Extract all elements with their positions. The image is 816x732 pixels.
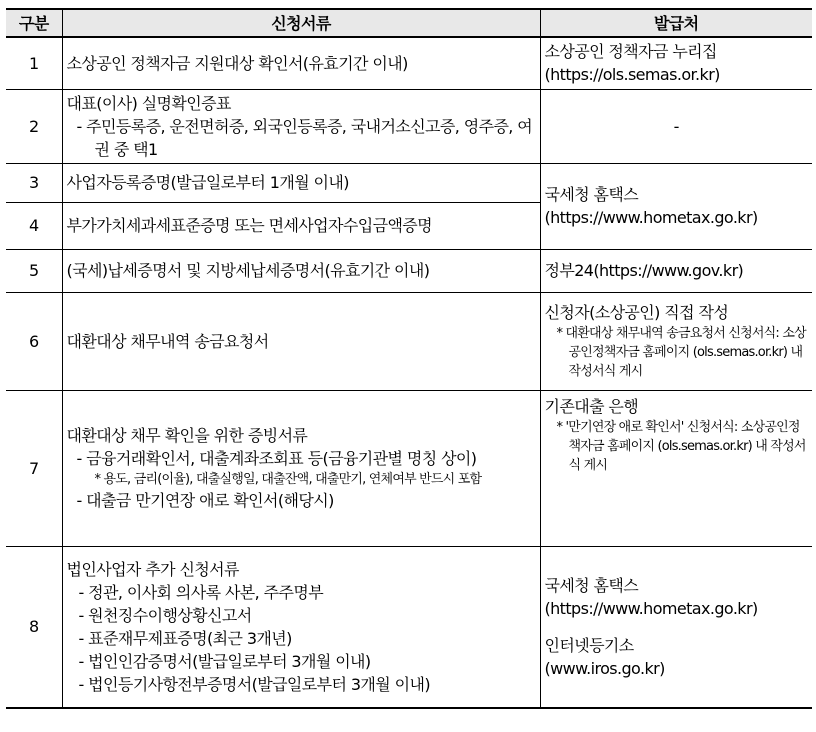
- row-number: 3: [6, 163, 62, 202]
- issuer-url: (https://www.hometax.go.kr): [544, 598, 758, 618]
- document-cell: [62, 202, 540, 249]
- header-issuer: 발급처: [540, 9, 812, 37]
- document-note: * 용도, 금리(이율), 대출실행일, 대출잔액, 대출만기, 연체여부 반드시 포함: [94, 472, 482, 487]
- document-cell: [62, 37, 540, 89]
- documents-table: [6, 8, 812, 709]
- document-sub-item: - 원천징수이행상황신고서: [78, 605, 252, 625]
- header-documents: 신청서류: [62, 9, 540, 37]
- issuer-name: 소상공인 정책자금 누리집: [544, 42, 717, 62]
- row-number: 1: [6, 37, 62, 89]
- document-cell: [62, 249, 540, 292]
- document-cell: [62, 546, 540, 708]
- row-number: 7: [6, 390, 62, 546]
- document-cell: [62, 390, 540, 546]
- issuer-url: (https://www.hometax.go.kr): [544, 208, 758, 227]
- document-cell: [62, 89, 540, 163]
- issuer-url: (https://ols.semas.or.kr): [544, 65, 720, 85]
- table-row: [6, 163, 812, 202]
- row-number: 8: [6, 546, 62, 708]
- table-row: [6, 390, 812, 546]
- issuer-name: 국세청 홈택스: [544, 185, 639, 204]
- row-number: 6: [6, 292, 62, 390]
- document-title: (국세)납세증명서 및 지방세납세증명서(유효기간 이내): [66, 261, 430, 280]
- document-title: 소상공인 정책자금 지원대상 확인서(유효기간 이내): [66, 53, 408, 73]
- row-number: 4: [6, 202, 62, 249]
- issuer-url: (www.iros.go.kr): [544, 658, 665, 678]
- document-title: 법인사업자 추가 신청서류: [66, 559, 239, 579]
- issuer-note: * '만기연장 애로 확인서' 신청서식: 소상공인정책자금 홈페이지 (ols.semas.or.kr) 내 작성서식 게시: [556, 419, 806, 473]
- document-sub-item: - 대출금 만기연장 애로 확인서(해당시): [76, 491, 334, 510]
- document-cell: [62, 163, 540, 202]
- table-row: [6, 37, 812, 89]
- row-number: 2: [6, 89, 62, 163]
- document-title: 대표(이사) 실명확인증표: [66, 93, 231, 113]
- table-header-row: [6, 9, 812, 37]
- issuer-cell: [540, 390, 812, 546]
- table-row: [6, 89, 812, 163]
- document-sub-item: - 정관, 이사회 의사록 사본, 주주명부: [78, 582, 324, 602]
- issuer-cell: [540, 37, 812, 89]
- document-cell: [62, 292, 540, 390]
- document-title: 부가가치세과세표준증명 또는 면세사업자수입금액증명: [66, 216, 433, 235]
- issuer-name: 기존대출 은행: [544, 396, 639, 416]
- issuer-note: * 대환대상 채무내역 송금요청서 신청서식: 소상공인정책자금 홈페이지 (ols.semas.or.kr) 내 작성서식 게시: [556, 326, 806, 379]
- document-sub-item: - 법인인감증명서(발급일로부터 3개월 이내): [78, 651, 371, 671]
- document-sub-item: - 표준재무제표증명(최근 3개년): [78, 628, 292, 648]
- issuer-name: 신청자(소상공인) 직접 작성: [544, 303, 729, 322]
- spacer: [545, 620, 809, 634]
- document-title: 대환대상 채무 확인을 위한 증빙서류: [66, 426, 308, 445]
- row-number: 5: [6, 249, 62, 292]
- issuer-cell: -: [540, 89, 812, 163]
- issuer-cell: [540, 546, 812, 708]
- header-category: 구분: [6, 9, 62, 37]
- document-sub-item: - 주민등록증, 운전면허증, 외국인등록증, 국내거소신고증, 영주증, 여권 중 택1: [76, 116, 533, 159]
- document-sub-item: - 금융거래확인서, 대출계좌조회표 등(금융기관별 명칭 상이): [76, 449, 477, 468]
- table-row: [6, 546, 812, 708]
- table-row: [6, 292, 812, 390]
- document-sub-item: - 법인등기사항전부증명서(발급일로부터 3개월 이내): [78, 674, 430, 694]
- issuer-cell: 정부24(https://www.gov.kr): [540, 249, 812, 292]
- document-title: 사업자등록증명(발급일로부터 1개월 이내): [66, 173, 349, 192]
- issuer-name: 인터넷등기소: [544, 635, 634, 655]
- table-row: [6, 249, 812, 292]
- issuer-cell: [540, 163, 812, 249]
- issuer-cell: [540, 292, 812, 390]
- issuer-name: 국세청 홈택스: [544, 575, 639, 595]
- document-title: 대환대상 채무내역 송금요청서: [66, 331, 269, 351]
